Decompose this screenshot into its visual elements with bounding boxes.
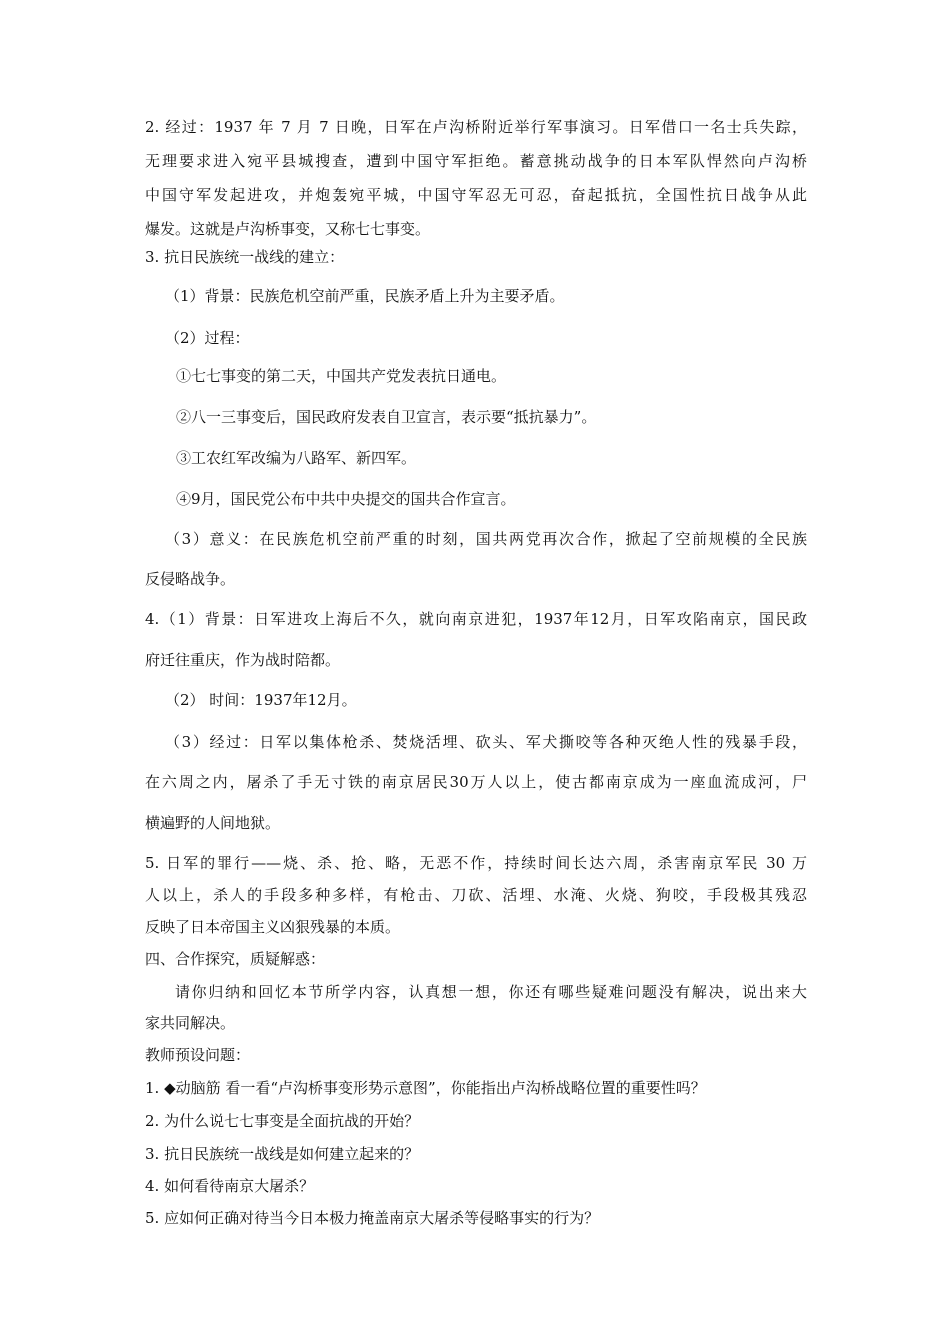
p5-line-3: 反映了日本帝国主义凶狠残暴的本质。 <box>145 918 401 936</box>
p2-line-3: 中国守军发起进攻，并炮轰宛平城，中国守军忍无可忍，奋起抵抗，全国性抗日战争从此 <box>145 186 807 204</box>
p2-line-2: 无理要求进入宛平县城搜查，遭到中国守军拒绝。蓄意挑动战争的日本军队悍然向卢沟桥 <box>145 152 807 170</box>
section-4-body-line-2: 家共同解决。 <box>145 1014 236 1032</box>
p4-process-line-2: 在六周之内，屠杀了手无寸铁的南京居民30万人以上，使古都南京成为一座血流成河，尸 <box>145 773 807 791</box>
p4-time: （2） 时间：1937年12月。 <box>165 691 357 709</box>
question-3: 3. 抗日民族统一战线是如何建立起来的？ <box>145 1145 420 1163</box>
p5-line-1: 5. 日军的罪行——烧、杀、抢、略，无恶不作，持续时间长达六周，杀害南京军民 30 万 <box>145 854 807 872</box>
question-5: 5. 应如何正确对待当今日本极力掩盖南京大屠杀等侵略事实的行为？ <box>145 1209 600 1227</box>
p3-step-4: ④9月，国民党公布中共中央提交的国共合作宣言。 <box>176 490 516 508</box>
p3-title: 3. 抗日民族统一战线的建立： <box>145 248 345 266</box>
p3-significance-line-2: 反侵略战争。 <box>145 570 236 588</box>
p3-background: （1）背景：民族危机空前严重，民族矛盾上升为主要矛盾。 <box>165 287 565 305</box>
p4-process-line-3: 横遍野的人间地狱。 <box>145 814 281 832</box>
question-1: 1. ◆动脑筋 看一看“卢沟桥事变形势示意图”，你能指出卢沟桥战略位置的重要性吗？ <box>145 1079 706 1097</box>
p4-background-line-1: 4.（1）背景：日军进攻上海后不久，就向南京进犯，1937年12月，日军攻陷南京，国民政 <box>145 610 807 628</box>
p3-step-1: ①七七事变的第二天，中国共产党发表抗日通电。 <box>176 367 507 385</box>
question-4: 4. 如何看待南京大屠杀？ <box>145 1177 315 1195</box>
p3-significance-line-1: （3）意义：在民族危机空前严重的时刻，国共两党再次合作，掀起了空前规模的全民族 <box>165 530 807 548</box>
section-4-body-line-1: 请你归纳和回忆本节所学内容，认真想一想，你还有哪些疑难问题没有解决，说出来大 <box>175 983 807 1001</box>
p3-step-3: ③工农红军改编为八路军、新四军。 <box>176 449 417 467</box>
p3-step-2: ②八一三事变后，国民政府发表自卫宣言，表示要“抵抗暴力”。 <box>176 408 597 426</box>
p5-line-2: 人以上，杀人的手段多种多样，有枪击、刀砍、活埋、水淹、火烧、狗咬，手段极其残忍 <box>145 886 807 904</box>
question-2: 2. 为什么说七七事变是全面抗战的开始？ <box>145 1112 420 1130</box>
section-4-title: 四、合作探究，质疑解惑： <box>145 950 326 968</box>
p2-line-1: 2. 经过：1937 年 7 月 7 日晚，日军在卢沟桥附近举行军事演习。日军借口一名士兵失踪， <box>145 118 807 136</box>
p4-background-line-2: 府迁往重庆，作为战时陪都。 <box>145 651 341 669</box>
p4-process-line-1: （3）经过：日军以集体枪杀、焚烧活埋、砍头、军犬撕咬等各种灭绝人性的残暴手段， <box>165 733 807 751</box>
p2-line-4: 爆发。这就是卢沟桥事变，又称七七事变。 <box>145 220 431 238</box>
p3-process-label: （2）过程： <box>165 329 250 347</box>
teacher-questions-title: 教师预设问题： <box>145 1046 251 1064</box>
